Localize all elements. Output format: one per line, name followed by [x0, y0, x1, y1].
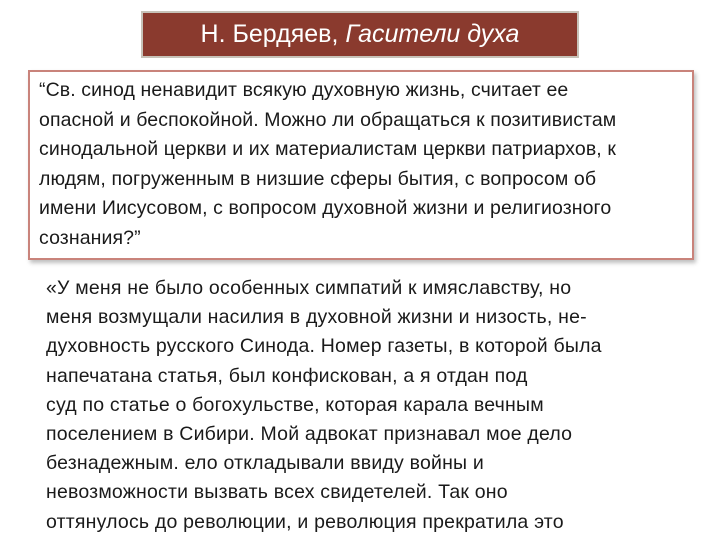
body-line: оттянулось до революции, и революция прекратила это [46, 510, 564, 533]
body-line: поселением в Сибири. Мой адвокат признавал мое дело [46, 423, 573, 446]
quote-line: опасной и беспокойной. Можно ли обращаться к позитивистам [39, 108, 617, 131]
title-work: Гасители духа [345, 20, 520, 48]
body-line: невозможности вызвать всех свидетелей. Так оно [46, 481, 508, 504]
quote-line: синодальной церкви и их материалистам церкви патриархов, к [39, 138, 616, 161]
body-line: духовность русского Синода. Номер газеты, в которой была [46, 335, 602, 358]
body-paragraph [46, 274, 696, 537]
body-line: меня возмущали насилия в духовной жизни и низость, не- [46, 306, 587, 329]
title-author: Н. Бердяев, [200, 20, 339, 48]
quote-line: сознания?” [39, 226, 141, 249]
quote-line: “Св. синод ненавидит всякую духовную жизнь, считает ее [39, 79, 569, 101]
slide-title [141, 11, 579, 58]
quote-line: людям, погруженным в низшие сферы бытия, с вопросом об [39, 167, 597, 190]
body-line: «У меня не было особенных симпатий к имяславству, но [46, 277, 572, 299]
quote-box [28, 70, 694, 260]
body-line: суд по статье о богохульстве, которая карала вечным [46, 393, 544, 416]
body-line: безнадежным. ело откладывали ввиду войны и [46, 452, 484, 475]
body-line: напечатана статья, был конфискован, а я отдан под [46, 364, 528, 387]
quote-line: имени Иисусовом, с вопросом духовной жизни и религиозного [39, 197, 612, 220]
